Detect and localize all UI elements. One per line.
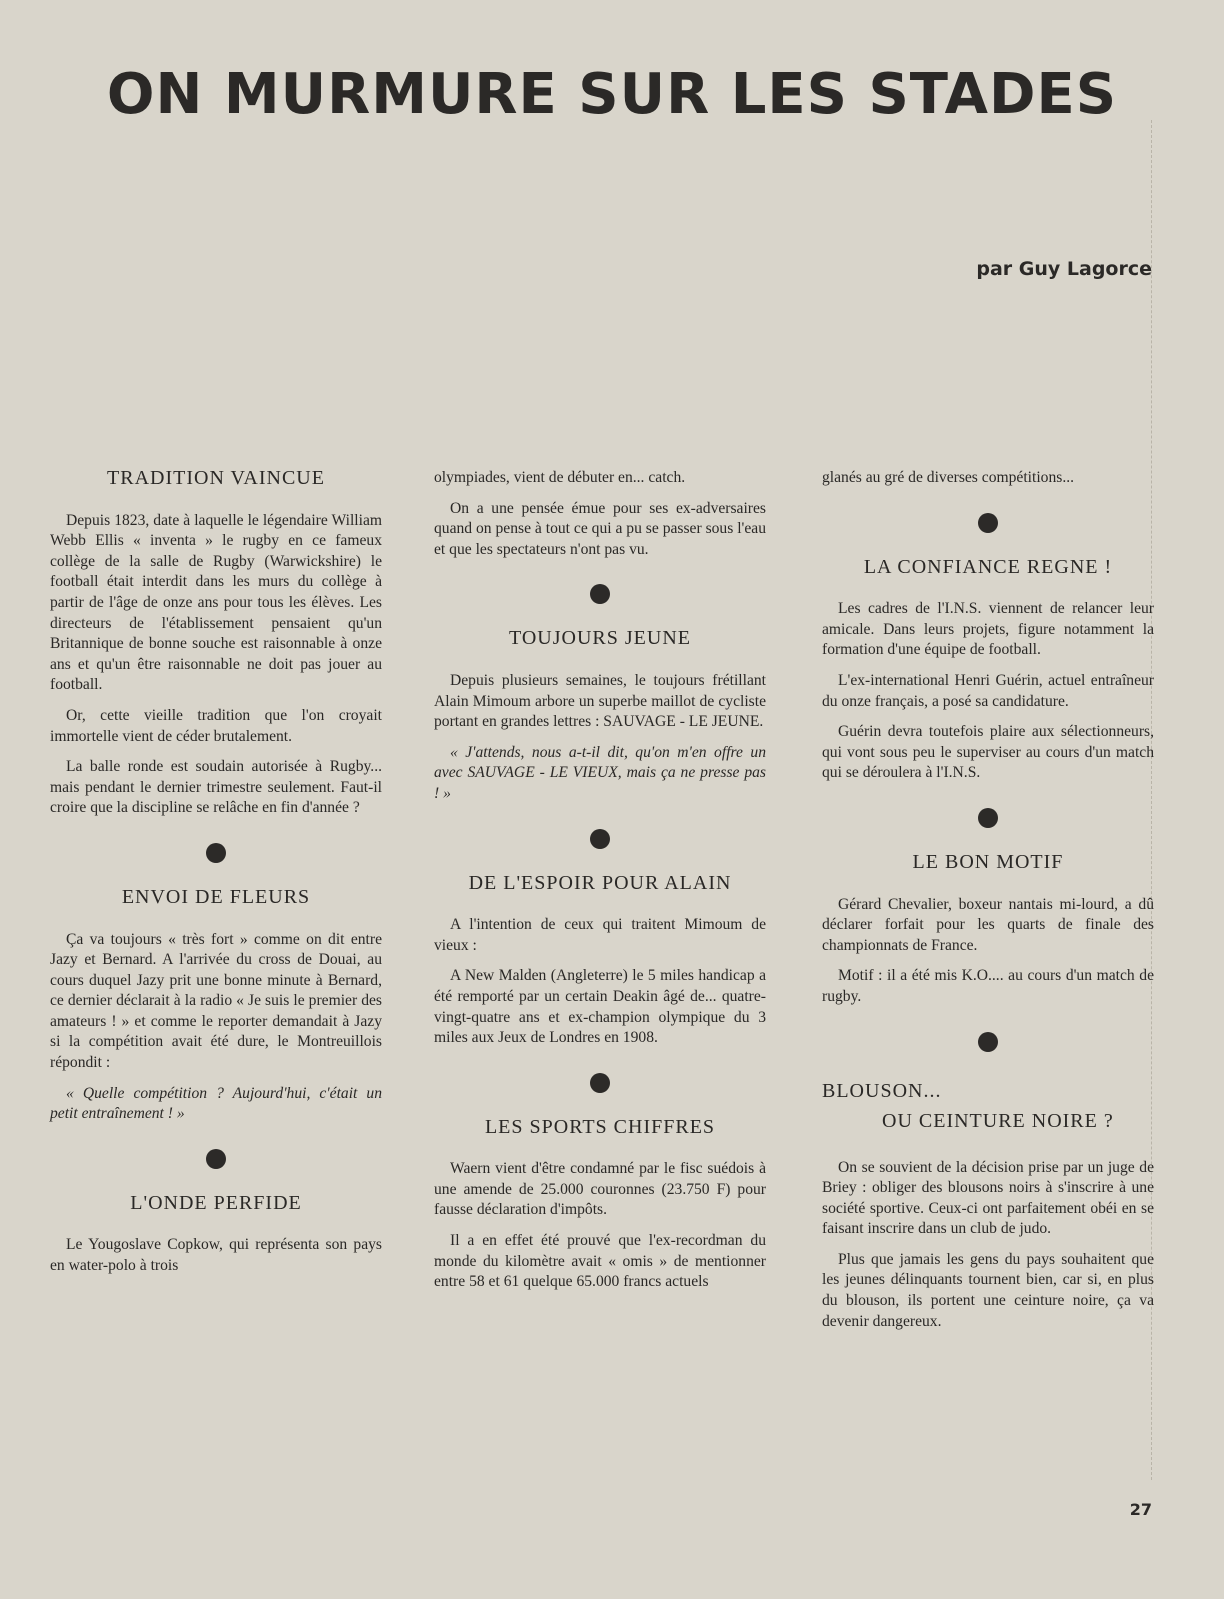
bullet-separator-icon xyxy=(590,1073,610,1093)
column-3 xyxy=(822,468,1154,1342)
quote-paragraph: « Quelle compétition ? Aujourd'hui, c'était un petit entraînement ! » xyxy=(50,1084,382,1123)
page-number: 27 xyxy=(1129,1500,1152,1519)
paragraph: Guérin devra toutefois plaire aux sélectionneurs, qui vont sous peu le superviser au cours d'un match qui se déroulera à l'I.N.S. xyxy=(822,723,1154,782)
heading-envoi-de-fleurs: ENVOI DE FLEURS xyxy=(121,885,311,908)
paragraph: Plus que jamais les gens du pays souhaitent que les jeunes délinquants tournent bien, car si, en plus du blouson, ils portent une ceinture noire, ça va devenir dangereux. xyxy=(822,1250,1154,1330)
paragraph: Le Yougoslave Copkow, qui représenta son pays en water-polo à trois xyxy=(50,1236,382,1275)
heading-bon-motif: LE BON MOTIF xyxy=(912,850,1064,873)
bullet-separator-icon xyxy=(978,1032,998,1052)
heading-onde-perfide: L'ONDE PERFIDE xyxy=(130,1191,302,1214)
paragraph: On a une pensée émue pour ses ex-adversaires quand on pense à tout ce qui a pu se passer sous l'eau et que les spectateurs n'ont pas vu. xyxy=(434,499,766,558)
paragraph: Depuis 1823, date à laquelle le légendaire William Webb Ellis « inventa » le rugby en ce fameux collège de la salle de Rugby (Warwickshire) le football était interdit dans les murs du collège à partir de l'âge de onze ans pour tous les élèves. Les directeurs de l'établissement pensaient qu'un Britannique de bonne souche est raisonnable à onze ans et qu'un être raisonnable ne doit pas jouer au football. xyxy=(50,511,382,694)
column-2 xyxy=(434,468,766,1303)
heading-espoir-pour-alain: DE L'ESPOIR POUR ALAIN xyxy=(468,871,732,894)
paragraph: Il a en effet été prouvé que l'ex-recordman du monde du kilomètre avait « omis » de mentionner entre 58 et 61 quelque 65.000 francs actuels xyxy=(434,1232,766,1291)
paragraph: Ça va toujours « très fort » comme on dit entre Jazy et Bernard. A l'arrivée du cross de Douai, au cours duquel Jazy prit une bonne minute à Bernard, ce dernier déclarait à la radio « Je suis le premier des amateurs ! » et comme le reporter demandait à Jazy si la compétition avait été dure, le Montreuillois répondit : xyxy=(50,930,382,1072)
bullet-separator-icon xyxy=(206,843,226,863)
paragraph-continued: olympiades, vient de débuter en... catch. xyxy=(434,469,686,486)
byline: par Guy Lagorce xyxy=(976,258,1152,280)
paragraph: La balle ronde est soudain autorisée à Rugby... mais pendant le dernier trimestre seulement. Faut-il croire que la discipline se relâche en fin d'année ? xyxy=(50,758,382,817)
paragraph: Motif : il a été mis K.O.... au cours d'un match de rugby. xyxy=(822,967,1154,1005)
paragraph: Or, cette vieille tradition que l'on croyait immortelle vient de céder brutalement. xyxy=(50,706,382,745)
heading-tradition-vaincue: TRADITION VAINCUE xyxy=(107,467,325,489)
paragraph-continued: glanés au gré de diverses compétitions... xyxy=(822,469,1075,486)
page-title: ON MURMURE SUR LES STADES xyxy=(106,62,1118,127)
paragraph: A New Malden (Angleterre) le 5 miles handicap a été remporté par un certain Deakin âgé de... quatre-vingt-quatre ans et ex-champion olympique du 3 miles aux Jeux de Londres en 1908. xyxy=(434,967,766,1047)
bullet-separator-icon xyxy=(978,808,998,828)
bullet-separator-icon xyxy=(206,1149,226,1169)
bullet-separator-icon xyxy=(590,829,610,849)
paragraph: On se souvient de la décision prise par un juge de Briey : obliger des blousons noirs à s'inscrire à une société sportive. Ceux-ci ont parfaitement obéi en se faisant inscrire dans un club de judo. xyxy=(822,1158,1154,1238)
paragraph: L'ex-international Henri Guérin, actuel entraîneur du onze français, a posé sa candidature. xyxy=(822,671,1154,710)
heading-blouson-ceinture-noire xyxy=(822,1076,1154,1136)
bullet-separator-icon xyxy=(590,584,610,604)
paragraph: Waern vient d'être condamné par le fisc suédois à une amende de 25.000 couronnes (23.750 F) pour fausse déclaration d'impôts. xyxy=(434,1160,766,1219)
paragraph: Gérard Chevalier, boxeur nantais mi-lourd, a dû déclarer forfait pour les quarts de finale des championnats de France. xyxy=(822,895,1154,954)
heading-line-1: BLOUSON... xyxy=(822,1079,942,1102)
heading-toujours-jeune: TOUJOURS JEUNE xyxy=(509,627,691,650)
heading-confiance-regne: LA CONFIANCE REGNE ! xyxy=(863,555,1113,578)
heading-sports-chiffres: LES SPORTS CHIFFRES xyxy=(484,1115,716,1138)
paragraph: Depuis plusieurs semaines, le toujours frétillant Alain Mimoum arbore un superbe maillot de cycliste portant en grandes lettres : SAUVAGE - LE JEUNE. xyxy=(434,671,766,731)
quote-paragraph: « J'attends, nous a-t-il dit, qu'on m'en offre un avec SAUVAGE - LE VIEUX, mais ça ne presse pas ! » xyxy=(434,743,766,802)
paragraph: A l'intention de ceux qui traitent Mimoum de vieux : xyxy=(434,916,766,954)
bullet-separator-icon xyxy=(978,513,998,533)
heading-line-2: OU CEINTURE NOIRE ? xyxy=(882,1109,1114,1132)
paragraph: Les cadres de l'I.N.S. viennent de relancer leur amicale. Dans leurs projets, figure notamment la formation d'une équipe de football. xyxy=(822,600,1154,659)
column-1 xyxy=(50,468,382,1287)
